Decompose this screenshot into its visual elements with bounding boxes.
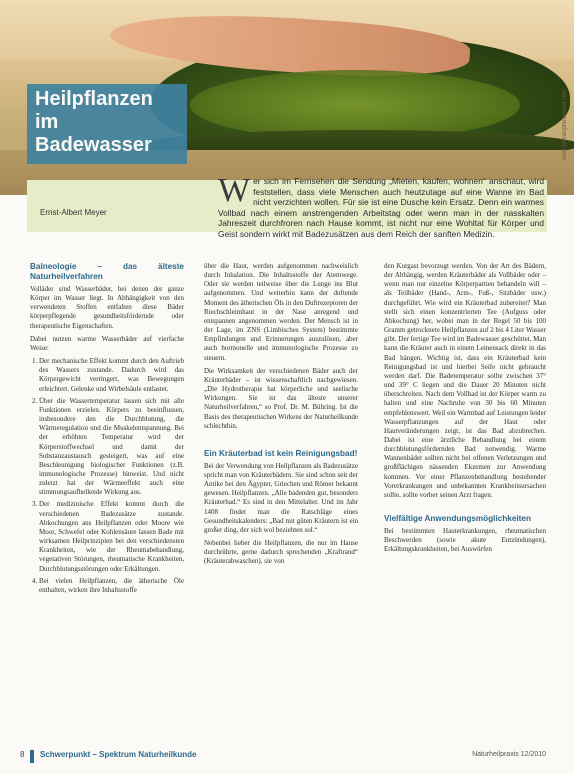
paragraph: Die Wirksamkeit der verschiedenen Bäder auch der Kräuterbäder – ist wissenschaftlich nachgewiesen. „Die Hydrotherapie hat körperliche und seelische Wirkungen. Sie ist das älteste unserer Naturheilverfahren,“ so Prof. Dr. M. Bühring. Ist die Basis des therapeutischen Wirkens der Naturheilkunde schlechthin. xyxy=(204,366,358,430)
section-name: Schwerpunkt – Spektrum Naturheilkunde xyxy=(40,750,197,759)
paragraph: Dabei nutzen warme Wasserbäder auf vierfache Weise: xyxy=(30,334,184,352)
author-name: Ernst-Albert Meyer xyxy=(40,208,107,217)
issue-label: Naturheilpraxis 12/2010 xyxy=(472,751,546,758)
list-item: 1. Der mechanische Effekt kommt durch den Auftrieb des Wassers zustande. Dadurch wird das Körpergewicht verringert, was Bewegungen erleichtert. Gelenke und Wirbelsäule entlastet. xyxy=(39,357,184,394)
heading-kraeuterbad: Ein Kräuterbad ist kein Reinigungsbad! xyxy=(204,448,358,458)
heading-anwendung: Vielfältige Anwendungsmöglichkeiten xyxy=(384,514,531,524)
list-item: 2. Über die Wassertemperatur lassen sich mit alle Funktionen erzielen. Körpers zu beeinflussen, insbesondere den die Durchblutung, die Wärmeregulation und die Muskelentspannung. Bei der erhöhten Temperatur wird der Körperstoffwechsel und damit der Substanzaustausch gesteigert, was auf eine Beschleunigung biologischer Funktionen (z.B. immunologische Prozesse) hinweist. Und nicht zuletzt hat der Wärmeeffekt auch eine stimmungsaufhellende Wirkung aus. xyxy=(39,397,184,498)
paragraph: über die Haut, werden aufgenommen nachweislich durch Inhalation. Die Inhaltsstoffe der Atemwege. Oder sie werden teilweise über die Lunge ins Blut aufgenommen. Und weiterhin kann der duftende Moment des ätherischen Öls in den Duftrezeptoren der Riechschleimhaut in der Nase anregend und entspannen angenommen werden. Der Mensch ist in der Lage, im ZNS (Limbisches System) bestimmte Empfindungen und Erinnerungen auszulösen, aber auch hormonelle und immunologische Prozesse zu steuern. xyxy=(204,262,358,362)
title-box xyxy=(27,84,187,164)
column-3 xyxy=(384,262,546,559)
paragraph: den Kurgast bevorzugt werden. Von der Art des Bädern, der Abhängig, werden Kräuterbäder als Vollbäder oder – wenn man nur einzelne Körperpartien behandeln will – als Teilbäder (Hand-, Arm-, Fuß-, Sitzbäder usw.) durchgeführt. Wie wird ein Kräuterbad zubereitet? Man stellt sich einen konzentrierten Tee (Aufguss oder Abkochung) her, wobei man in der Regel 50 bis 100 Gramm getrocknete Heilpflanzen auf 2 bis 4 Liter Wasser gibt. Der fertige Tee wird im Badewasser geschüttet. Man kann die Kräuter auch in einem Leinensack direkt in das Bad hängen. Wichtig ist, dass ein Kräuterbad kein Reinigungsbad ist und hierbei Seife nicht gebraucht werden darf. Die Badetemperatur sollte zwischen 37° und 39° C liegen und die Dauer 20 Minuten nicht überschreiten. Nach dem Vollbad ist der Körper warm zu halten und eine Nachruhe von 30 bis 60 Minuten empfehlenswert. Weil ein Warmbad auf Leistungen leider Wasserpflanzungen auf der Haut oder Hautveränderungen zeigt, ist das Bad abzubrechen. Dabei ist eine ärztliche Behandlung bei einem durchblutungsfördernden Bad notwendig. Warme Wannenbäder sollten nicht bei offenen Verletzungen und großflächigen nässenden Ekzemen zur Anwendung kommen. Vor einer Pflanzenbehandlung bestehender Vorerkrankungen und unbekannten Krankheitsursachen sollte, sollte vorher seinen Arzt fragen. xyxy=(384,262,546,499)
page-number: 8 xyxy=(20,750,25,759)
paragraph: Bei der Verwendung von Heilpflanzen als Badezusätze spricht man von Kräuterbädern. Sie sind schon seit der Antike bei den Ägypter, Griechen und Römer bekannt gewesen. Heilpflanzen. „Alle badenden gut, besonders Kräuterbad.“ Es sind in den Mittelalter. Und im Jahr 1408 findet man die Ratschläge eines Gesundheitskalenders: „Bad mit güten Kräutern ist ein großer ding, der sich wol beziehten sol.“ xyxy=(204,461,358,534)
list-item: 4. Bei vielen Heilpflanzen, die ätherische Öle enthalten, wirken ihre Inhaltsstoffe xyxy=(39,577,184,595)
footer-accent-bar xyxy=(30,750,34,763)
drop-cap: W xyxy=(218,172,251,209)
paragraph: Nebenbei lieber die Heilpflanzen, die nur im Hause durchrührte, gerne dadurch sprechenden „Kraftrand“ (Kräuterabwaschen), sie von xyxy=(204,539,358,566)
heading-balneologie: Balneologie – das älteste Naturheilverfahren xyxy=(30,262,184,281)
column-2 xyxy=(204,262,358,571)
paragraph: Bei bestimmten Hauterkrankungen, rheumatischen Beschwerden (sowie akute Entzündungen), Erkältungskrankheiten, bei Auswürfen xyxy=(384,527,546,554)
paragraph: Volläder sind Wasserbäder, bei denen der ganze Körper im Wasser liegt. In Abhängigkeit von den verwendeten Stoffen entfalten diese Bäder körperpflegende gesundheitsfördernde oder therapeutische Eigenschaften. xyxy=(30,285,184,330)
article-title: Heilpflanzen im Badewasser xyxy=(35,88,153,156)
list-item: 3. Der medizinische Effekt kommt durch die verschiedenen Badezusätze zustande. Abkochungen aus Heilpflanzen oder Moore wie Moor, Schwefel oder Kohlensäure lassen Bade mit wirksamen Heilprinzipien bei den verschiedensten Krankheiten, wie der Rheumabehandlung, vegetativen Störungen, rheumatische Krankheiten, Durchblutungsstörungen oder Erkältungen. xyxy=(39,500,184,573)
effects-list xyxy=(30,357,184,595)
column-1 xyxy=(30,262,184,598)
intro-paragraph xyxy=(218,172,544,240)
image-credit: Abb: privat/photocase.com xyxy=(562,88,568,160)
page-footer xyxy=(0,742,574,774)
intro-text: er sich im Fernsehen die Sendung „Mieten, kaufen, wohnen“ anschaut, wird feststellen, dass viele Menschen auch heutzutage auf eine Wanne im Bad nicht verzichten wollen. Für sie ist eine Dusche kein Ersatz. Denn ein warmes Vollbad nach einem anstrengenden Arbeitstag oder wenn man in der nasskalten Jahreszeit durchfroren nach Hause kommt, ist nicht nur eine Wohltat für Körper und Geist sondern wirkt mit Badezusätzen aus dem Reich der sanften Medizin. xyxy=(218,176,544,239)
